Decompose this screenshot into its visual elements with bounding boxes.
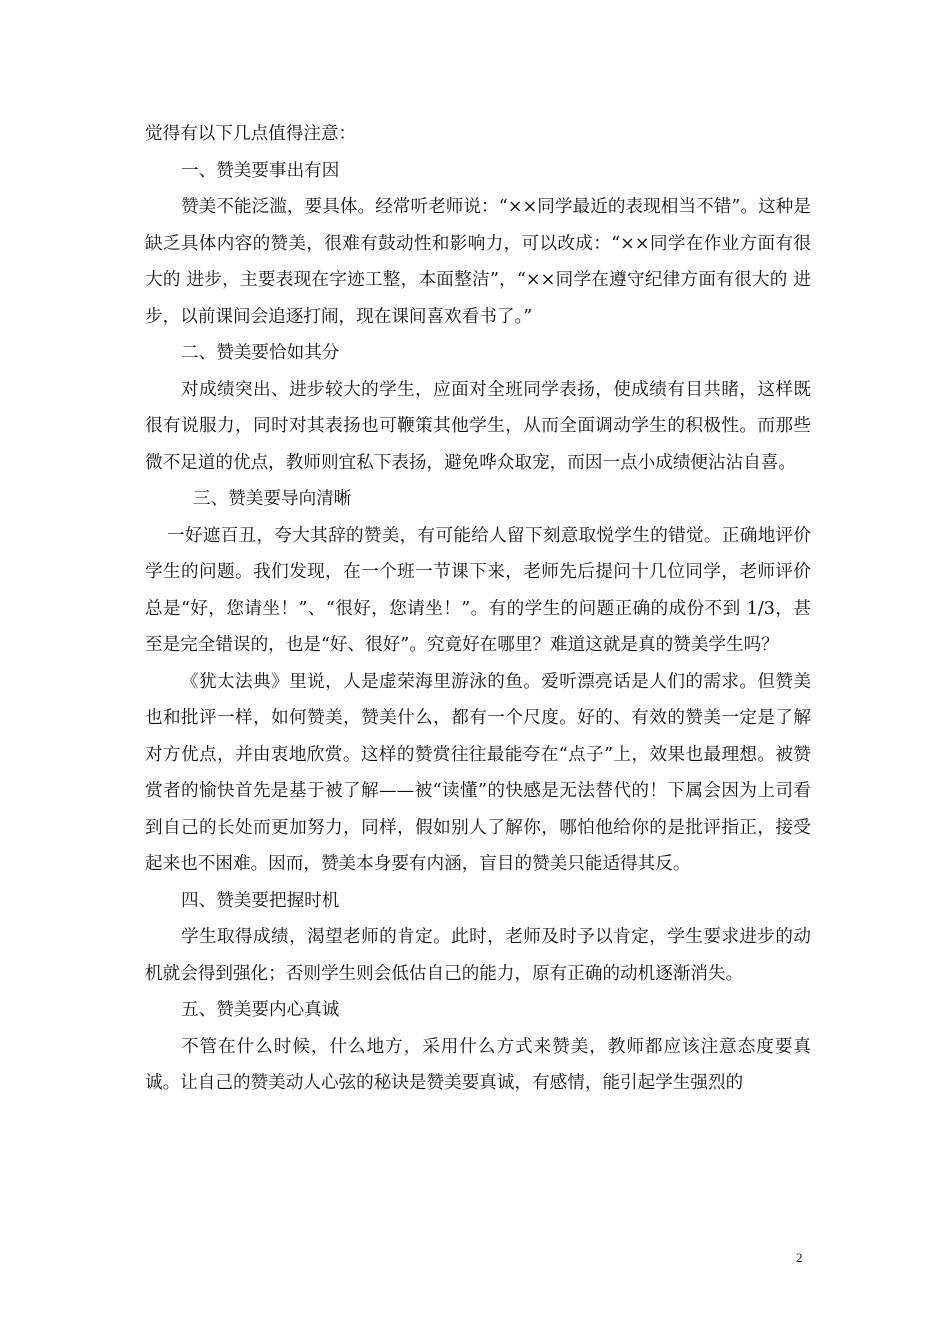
paragraph-section-5: 不管在什么时候，什么地方，采用什么方式来赞美，教师都应该注意态度要真诚。让自己的赞美动人心弦的秘诀是赞美要真诚，有感情，能引起学生强烈的 xyxy=(145,1036,811,1093)
heading-section-2: 二、赞美要恰如其分 xyxy=(181,343,340,363)
paragraph-intro: 觉得有以下几点值得注意： xyxy=(145,124,357,144)
paragraph-section-1: 赞美不能泛滥，要具体。经常听老师说：“××同学最近的表现相当不错”。这种是缺乏具体内容的赞美，很难有鼓动性和影响力，可以改成：“××同学在作业方面有很大的 进步，主要表现在字迹工整，本面整洁”，“××同学在遵守纪律方面有很大的 进步，以前课间会追逐打闹，现在课间喜欢看书了。” xyxy=(145,197,811,327)
page-number: 2 xyxy=(796,1250,803,1265)
paragraph-section-4: 学生取得成绩，渴望老师的肯定。此时，老师及时予以肯定，学生要求进步的动机就会得到强化；否则学生则会低估自己的能力，原有正确的动机逐渐消失。 xyxy=(145,927,811,984)
heading-section-3: 三、赞美要导向清晰 xyxy=(193,489,352,509)
paragraph-section-2: 对成绩突出、进步较大的学生，应面对全班同学表扬，使成绩有目共睹，这样既很有说服力，同时对其表扬也可鞭策其他学生，从而全面调动学生的积极性。而那些微不足道的优点，教师则宜私下表扬，避免哗众取宠，而因一点小成绩便沾沾自喜。 xyxy=(145,379,811,473)
paragraph-section-3-talmud: 《犹太法典》里说，人是虚荣海里游泳的鱼。爱听漂亮话是人们的需求。但赞美也和批评一样，如何赞美，赞美什么，都有一个尺度。好的、有效的赞美一定是了解对方优点，并由衷地欣赏。这样的赞赏往往最能夸在“点子”上，效果也最理想。被赞赏者的愉快首先是基于被了解——被“读懂”的快感是无法替代的！下属会因为上司看到自己的长处而更加努力，同样，假如别人了解你，哪怕他给你的是批评指正，接受起来也不困难。因而，赞美本身要有内涵，盲目的赞美只能适得其反。 xyxy=(145,671,811,874)
heading-section-5: 五、赞美要内心真诚 xyxy=(181,1000,340,1020)
heading-section-4: 四、赞美要把握时机 xyxy=(181,890,340,911)
heading-section-1: 一、赞美要事出有因 xyxy=(181,160,340,181)
paragraph-section-3: 一好遮百丑，夸大其辞的赞美，有可能给人留下刻意取悦学生的错觉。正确地评价学生的问题。我们发现，在一个班一节课下来，老师先后提问十几位同学，老师评价总是“好，您请坐！”、“很好，您请坐！”。有的学生的问题正确的成份不到 1/3，甚至是完全错误的，也是“好、很好”。究竟好在哪里？难道这就是真的赞美学生吗？ xyxy=(145,525,811,655)
document-body xyxy=(145,116,811,1102)
